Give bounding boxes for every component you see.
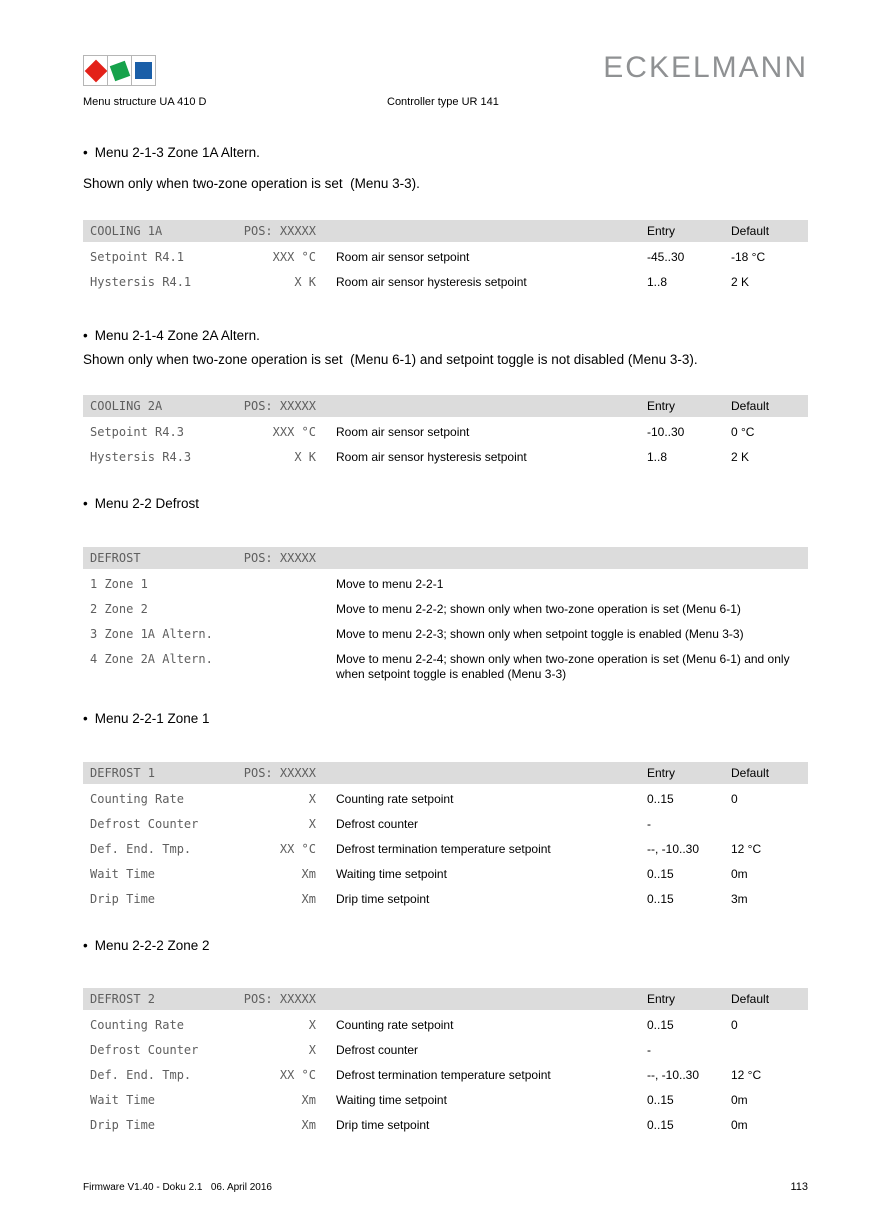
table-body: [83, 572, 808, 687]
table-header-row: [83, 220, 808, 242]
table-pos-label: POS: XXXXX: [243, 399, 316, 413]
table-row: [83, 1013, 808, 1038]
param-name: Defrost Counter: [90, 817, 199, 831]
param-name: Setpoint R4.3: [90, 425, 184, 439]
table-title: COOLING 1A: [90, 224, 163, 238]
logo-cell-green: [107, 55, 132, 86]
table-row: [83, 1063, 808, 1088]
table-row: [83, 445, 808, 470]
param-default: 0m: [731, 1093, 748, 1107]
param-entry-range: -: [647, 817, 651, 831]
controller-type-label: Controller type UR 141: [387, 96, 499, 108]
param-default: 0: [731, 1018, 738, 1032]
param-name: Drip Time: [90, 892, 156, 906]
table-title: DEFROST 1: [90, 766, 156, 780]
param-entry-range: 0..15: [647, 792, 674, 806]
param-format: XX °C: [279, 1068, 316, 1082]
param-default: 12 °C: [731, 842, 762, 856]
document-labels-row: [83, 96, 808, 108]
table-row: [83, 622, 808, 647]
brand-wordmark: ECKELMANN: [603, 51, 808, 84]
param-entry-range: --, -10..30: [647, 842, 700, 856]
section-heading-menu-2-1-4: • Menu 2-1-4 Zone 2A Altern.: [83, 329, 808, 343]
param-entry-range: --, -10..30: [647, 1068, 700, 1082]
param-name: Counting Rate: [90, 792, 184, 806]
default-column-header: Default: [731, 399, 770, 413]
default-column-header: Default: [731, 992, 770, 1006]
param-default: 2 K: [731, 450, 750, 464]
table-pos-label: POS: XXXXX: [243, 551, 316, 565]
param-default: 12 °C: [731, 1068, 762, 1082]
section-heading-menu-2-2-1: • Menu 2-2-1 Zone 1: [83, 712, 808, 726]
table-row: [83, 270, 808, 295]
section-note: Shown only when two-zone operation is set (Menu 3-3).: [83, 176, 420, 191]
param-description: Defrost counter: [336, 817, 419, 831]
table-row: [83, 245, 808, 270]
param-description: Defrost counter: [336, 1043, 419, 1057]
entry-column-header: Entry: [647, 766, 676, 780]
param-default: [731, 812, 808, 837]
entry-column-header: Entry: [647, 992, 676, 1006]
table-pos-label: POS: XXXXX: [243, 992, 316, 1006]
table-header-row: [83, 988, 808, 1010]
menu-item-name: 4 Zone 2A Altern.: [90, 652, 213, 666]
table-row: [83, 787, 808, 812]
section-heading-menu-2-2: • Menu 2-2 Defrost: [83, 497, 808, 511]
param-format: Xm: [301, 1118, 316, 1132]
param-entry-range: 0..15: [647, 1018, 674, 1032]
menu-item-name: 2 Zone 2: [90, 602, 148, 616]
table-pos-label: POS: XXXXX: [243, 766, 316, 780]
param-name: Def. End. Tmp.: [90, 1068, 192, 1082]
param-description: Room air sensor hysteresis setpoint: [336, 450, 527, 464]
param-format: XXX °C: [272, 250, 316, 264]
param-entry-range: -: [647, 1043, 651, 1057]
table-cooling-1a: [83, 220, 808, 295]
table-header-row: [83, 547, 808, 569]
param-name: Wait Time: [90, 867, 156, 881]
param-description: Drip time setpoint: [336, 1118, 430, 1132]
param-format: X: [308, 817, 316, 831]
table-cooling-2a: [83, 395, 808, 470]
default-column-header: Default: [731, 766, 770, 780]
table-row: [83, 597, 808, 622]
param-default: 3m: [731, 892, 748, 906]
param-name: Hystersis R4.1: [90, 275, 192, 289]
param-name: Hystersis R4.3: [90, 450, 192, 464]
table-defrost: [83, 547, 808, 687]
logo-cell-blue: [131, 55, 156, 86]
logo-cell-red: [83, 55, 108, 86]
param-description: Waiting time setpoint: [336, 1093, 447, 1107]
table-row: [83, 572, 808, 597]
param-description: Waiting time setpoint: [336, 867, 447, 881]
eckelmann-logo-icon: [84, 55, 156, 86]
param-description: Room air sensor hysteresis setpoint: [336, 275, 527, 289]
param-format: XXX °C: [272, 425, 316, 439]
section-heading-menu-2-1-3: • Menu 2-1-3 Zone 1A Altern.: [83, 146, 808, 160]
param-description: Defrost termination temperature setpoint: [336, 1068, 551, 1082]
param-format: X K: [294, 275, 316, 289]
blue-square-icon: [135, 62, 152, 79]
section-heading-menu-2-2-2: • Menu 2-2-2 Zone 2: [83, 939, 808, 953]
page-header: [83, 0, 808, 86]
menu-item-description: Move to menu 2-2-3; shown only when setpoint toggle is enabled (Menu 3-3): [336, 627, 744, 641]
param-description: Defrost termination temperature setpoint: [336, 842, 551, 856]
table-row: [83, 862, 808, 887]
param-format: Xm: [301, 1093, 316, 1107]
menu-item-name: 1 Zone 1: [90, 577, 148, 591]
table-header-row: [83, 395, 808, 417]
table-title: DEFROST 2: [90, 992, 156, 1006]
param-format: X: [308, 1043, 316, 1057]
param-name: Drip Time: [90, 1118, 156, 1132]
param-name: Wait Time: [90, 1093, 156, 1107]
param-name: Setpoint R4.1: [90, 250, 184, 264]
param-format: X: [308, 1018, 316, 1032]
param-entry-range: 0..15: [647, 1118, 674, 1132]
table-header-row: [83, 762, 808, 784]
param-entry-range: 0..15: [647, 867, 674, 881]
page-number: 113: [790, 1181, 808, 1193]
param-default: -18 °C: [731, 250, 766, 264]
table-row: [83, 420, 808, 445]
param-default: 0: [731, 792, 738, 806]
table-pos-label: POS: XXXXX: [243, 224, 316, 238]
table-body: [83, 1013, 808, 1138]
param-default: 0m: [731, 1118, 748, 1132]
param-default: 0 °C: [731, 425, 755, 439]
firmware-version-label: Firmware V1.40 - Doku 2.1 06. April 2016: [83, 1182, 272, 1193]
param-description: Room air sensor setpoint: [336, 425, 470, 439]
param-description: Counting rate setpoint: [336, 792, 454, 806]
red-diamond-icon: [84, 59, 107, 82]
param-name: Def. End. Tmp.: [90, 842, 192, 856]
param-format: X: [308, 792, 316, 806]
table-defrost-2: [83, 988, 808, 1138]
param-description: Drip time setpoint: [336, 892, 430, 906]
table-body: [83, 245, 808, 295]
table-row: [83, 1038, 808, 1063]
param-default: [731, 1038, 808, 1063]
param-default: 2 K: [731, 275, 750, 289]
param-entry-range: 0..15: [647, 892, 674, 906]
entry-column-header: Entry: [647, 399, 676, 413]
table-row: [83, 1113, 808, 1138]
table-row: [83, 887, 808, 912]
menu-item-description: Move to menu 2-2-1: [336, 577, 444, 591]
param-entry-range: 1..8: [647, 275, 668, 289]
param-entry-range: 0..15: [647, 1093, 674, 1107]
param-format: X K: [294, 450, 316, 464]
entry-column-header: Entry: [647, 224, 676, 238]
menu-item-name: 3 Zone 1A Altern.: [90, 627, 213, 641]
param-entry-range: -10..30: [647, 425, 685, 439]
green-square-icon: [109, 60, 130, 81]
default-column-header: Default: [731, 224, 770, 238]
table-row: [83, 647, 808, 687]
table-title: COOLING 2A: [90, 399, 163, 413]
table-body: [83, 420, 808, 470]
table-body: [83, 787, 808, 912]
table-title: DEFROST: [90, 551, 141, 565]
param-entry-range: 1..8: [647, 450, 668, 464]
table-defrost-1: [83, 762, 808, 912]
table-row: [83, 812, 808, 837]
param-format: XX °C: [279, 842, 316, 856]
menu-item-description: Move to menu 2-2-4; shown only when two-zone operation is set (Menu 6-1) and only when setpoint toggle is enabled (Menu 3-3): [336, 652, 790, 681]
table-row: [83, 837, 808, 862]
menu-structure-label: Menu structure UA 410 D: [83, 96, 207, 108]
menu-item-description: Move to menu 2-2-2; shown only when two-zone operation is set (Menu 6-1): [336, 602, 741, 616]
param-name: Defrost Counter: [90, 1043, 199, 1057]
section-note: Shown only when two-zone operation is set (Menu 6-1) and setpoint toggle is not disabled (Menu 3-3).: [83, 352, 698, 367]
table-row: [83, 1088, 808, 1113]
param-format: Xm: [301, 867, 316, 881]
param-default: 0m: [731, 867, 748, 881]
param-format: Xm: [301, 892, 316, 906]
param-name: Counting Rate: [90, 1018, 184, 1032]
page-footer: [83, 1181, 808, 1193]
param-description: Room air sensor setpoint: [336, 250, 470, 264]
param-entry-range: -45..30: [647, 250, 685, 264]
param-description: Counting rate setpoint: [336, 1018, 454, 1032]
